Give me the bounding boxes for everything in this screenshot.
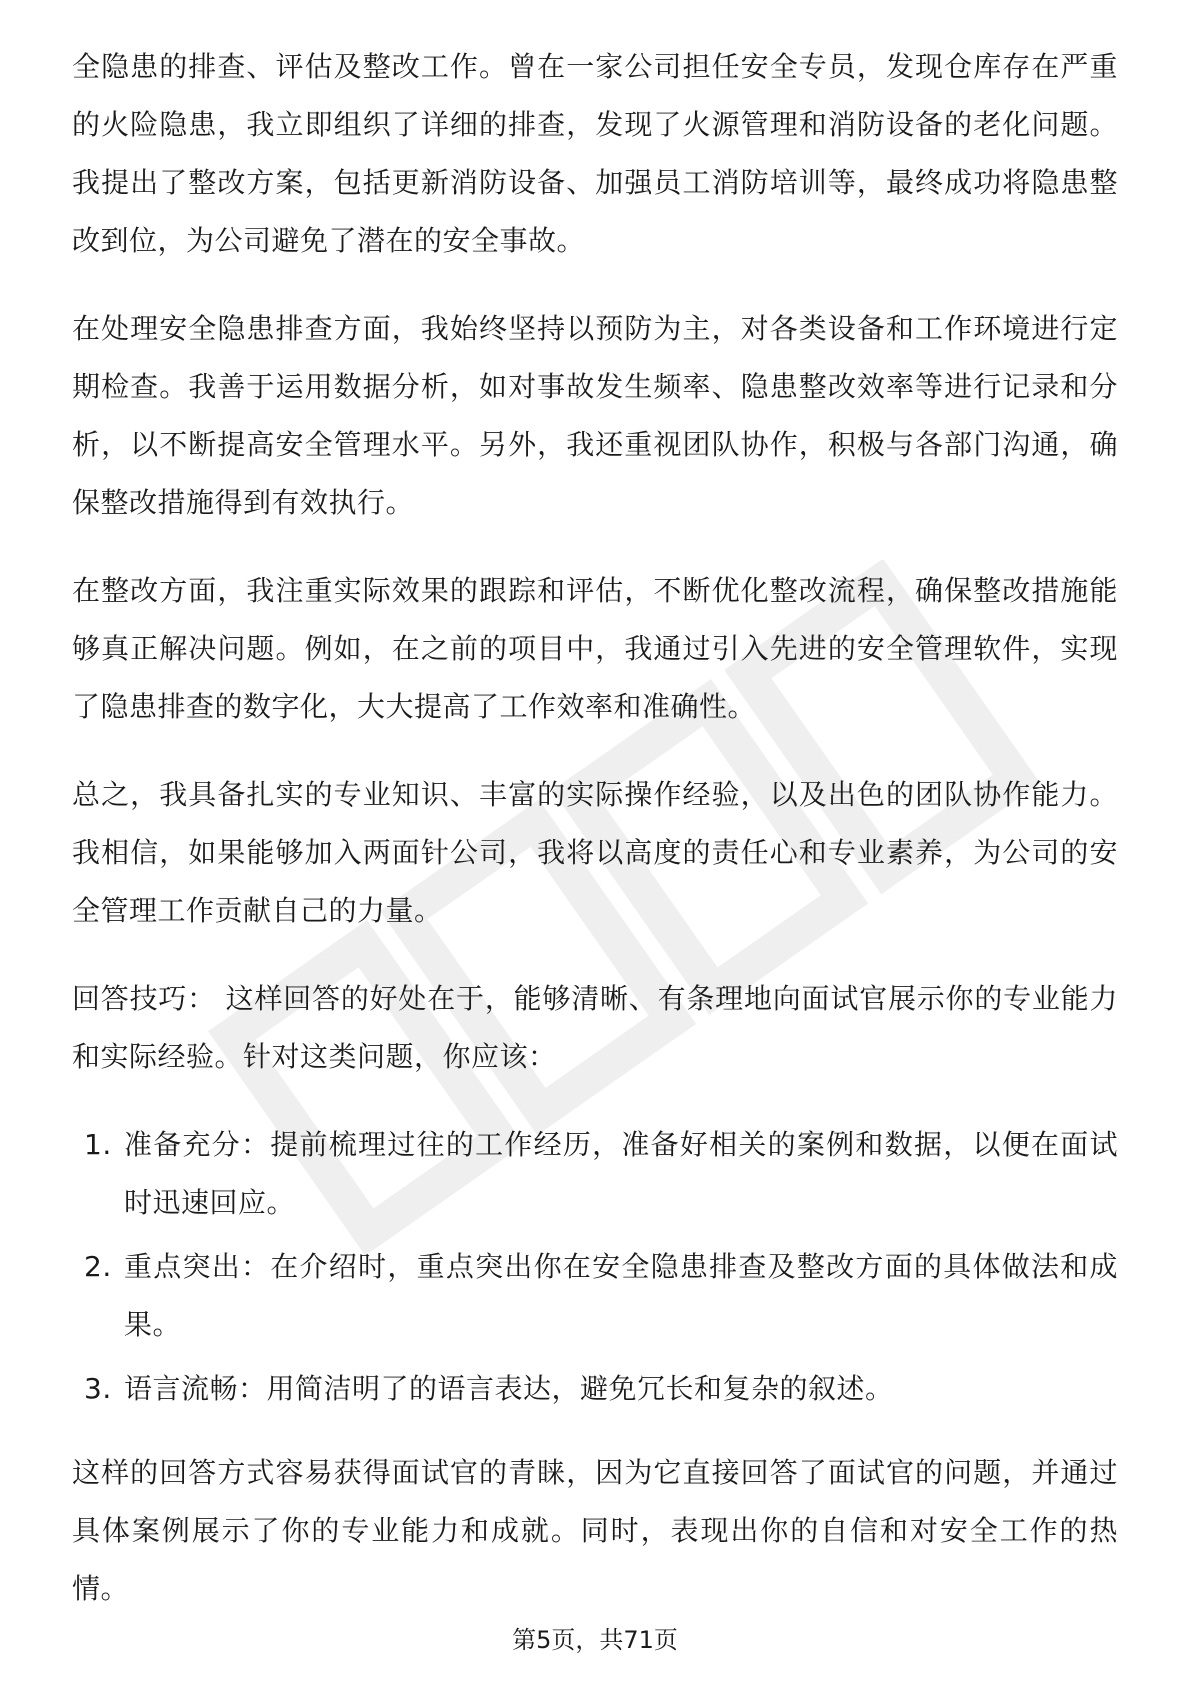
list-item	[72, 1116, 1118, 1232]
paragraph-closing: 这样的回答方式容易获得面试官的青睐，因为它直接回答了面试官的问题，并通过具体案例展示了你的专业能力和成就。同时，表现出你的自信和对安全工作的热情。	[72, 1456, 1118, 1605]
list-number: 1.	[84, 1128, 112, 1161]
list-text: 语言流畅：用简洁明了的语言表达，避免冗长和复杂的叙述。	[124, 1372, 894, 1405]
paragraph-experience: 全隐患的排查、评估及整改工作。曾在一家公司担任安全专员，发现仓库存在严重的火险隐患，我立即组织了详细的排查，发现了火源管理和消防设备的老化问题。我提出了整改方案，包括更新消防设备、加强员工消防培训等，最终成功将隐患整改到位，为公司避免了潜在的安全事故。	[72, 50, 1118, 257]
paragraph-inspection: 在处理安全隐患排查方面，我始终坚持以预防为主，对各类设备和工作环境进行定期检查。我善于运用数据分析，如对事故发生频率、隐患整改效率等进行记录和分析，以不断提高安全管理水平。另外，我还重视团队协作，积极与各部门沟通，确保整改措施得到有效执行。	[72, 312, 1118, 519]
tips-list	[72, 1116, 1118, 1418]
list-item	[72, 1360, 1118, 1418]
list-text: 准备充分：提前梳理过往的工作经历，准备好相关的案例和数据，以便在面试时迅速回应。	[124, 1128, 1118, 1219]
paragraph-summary: 总之，我具备扎实的专业知识、丰富的实际操作经验，以及出色的团队协作能力。我相信，如果能够加入两面针公司，我将以高度的责任心和专业素养，为公司的安全管理工作贡献自己的力量。	[72, 778, 1118, 927]
main-content	[72, 38, 1118, 1648]
paragraph-answer-tips: 回答技巧： 这样回答的好处在于，能够清晰、有条理地向面试官展示你的专业能力和实际经验。针对这类问题，你应该：	[72, 982, 1118, 1073]
list-number: 3.	[84, 1372, 112, 1405]
page-footer: 第5页，共71页	[512, 1626, 678, 1654]
list-number: 2.	[84, 1250, 112, 1283]
paragraph-rectification: 在整改方面，我注重实际效果的跟踪和评估，不断优化整改流程，确保整改措施能够真正解决问题。例如，在之前的项目中，我通过引入先进的安全管理软件，实现了隐患排查的数字化，大大提高了工作效率和准确性。	[72, 574, 1118, 723]
list-item	[72, 1238, 1118, 1354]
list-text: 重点突出：在介绍时，重点突出你在安全隐患排查及整改方面的具体做法和成果。	[124, 1250, 1118, 1341]
